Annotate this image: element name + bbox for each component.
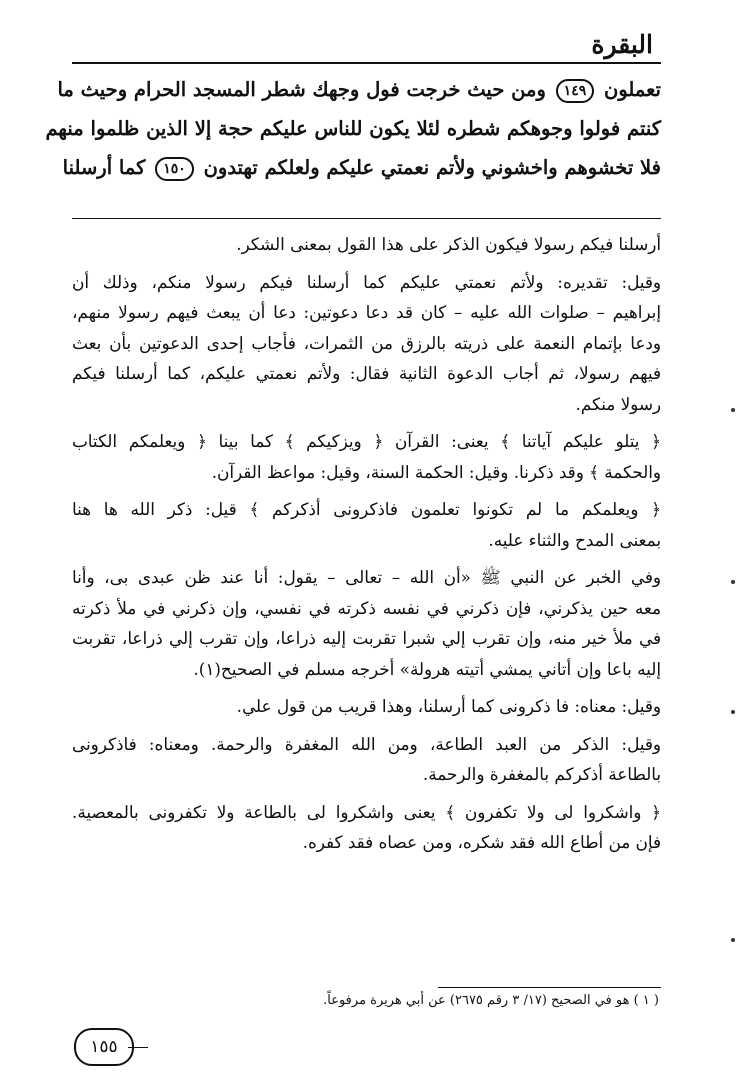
margin-dot	[731, 938, 735, 942]
margin-dot	[731, 580, 735, 584]
text-line: والحكمة ﴾ وقد ذكرنا. وقيل: الحكمة السنة، وقيل: مواعظ القرآن.	[211, 461, 661, 482]
quran-verses	[45, 70, 661, 187]
paragraph-7	[72, 729, 661, 790]
text-line: رسولا منكم.	[575, 393, 661, 414]
text-line: بالطاعة أذكركم بالمغفرة والرحمة.	[422, 764, 661, 784]
text-line: معه حين يذكرني، فإن ذكرني في نفسه ذكرته في نفسي، وإن ذكرني في ملأ ذكرته	[72, 597, 661, 618]
quran-text: تعملون	[604, 78, 661, 101]
text-line: فإن من أطاع الله فقد شكره، ومن عصاه فقد كفره.	[302, 832, 661, 852]
surah-title: البقرة	[591, 30, 653, 59]
paragraph-6	[72, 691, 661, 722]
text-line: ﴿ يتلو عليكم آياتنا ﴾ يعنى: القرآن ﴿ ويزكيكم ﴾ كما بينا ﴿ ويعلمكم الكتاب	[72, 431, 661, 451]
commentary-text	[72, 229, 661, 865]
paragraph-8	[72, 797, 661, 858]
quran-text: فلا تخشوهم واخشوني ولأتم نعمتي عليكم ولعلكم تهتدون	[203, 156, 661, 179]
text-line: أرسلنا فيكم رسولا فيكون الذكر على هذا القول بمعنى الشكر.	[236, 234, 661, 254]
margin-dot	[731, 408, 735, 412]
text-line: في ملأ خير منه، وإن تقرب إلي شبرا تقربت إليه ذراعا، وإن تقرب إلي ذراعا، تقربت	[72, 628, 661, 648]
quran-divider	[72, 218, 661, 219]
quran-text: كما أرسلنا	[62, 156, 146, 179]
quran-text: ومن حيث خرجت فول وجهك شطر المسجد الحرام وحيث ما	[57, 78, 546, 101]
text-line: وقيل: تقديره: ولأتم نعمتي عليكم كما أرسلنا فيكم رسولا منكم، وذلك أن	[72, 271, 661, 292]
text-line: إليه باعا وإن أتاني يمشي أتيته هرولة» أخرجه مسلم في الصحيح(١).	[193, 658, 661, 679]
text-line: وقيل: معناه: فا ذكرونى كما أرسلنا، وهذا قريب من قول علي.	[236, 696, 661, 716]
margin-dot	[731, 710, 735, 714]
text-line: ﴿ ويعلمكم ما لم تكونوا تعلمون فاذكرونى أذكركم ﴾ قيل: ذكر الله ها هنا	[72, 499, 661, 519]
text-line: ودعا بإتمام النعمة على ذريته بالرزق من الثمرات، فأجاب إحدى الدعوتين بأن بعث	[72, 332, 661, 353]
footnote-divider	[438, 987, 661, 988]
paragraph-3	[72, 426, 661, 487]
header-divider	[72, 62, 661, 64]
paragraph-2	[72, 267, 661, 420]
text-line: فيهم رسولا، ثم أجاب الدعوة الثانية فقال: ولأتم نعمتي عليكم، كما أرسلنا فيكم	[72, 363, 661, 383]
text-line: بمعنى المدح والثناء عليه.	[488, 529, 661, 550]
text-line: وفي الخبر عن النبي ﷺ «أن الله – تعالى – يقول: أنا عند ظن عبدى بى، وأنا	[72, 567, 661, 587]
ayah-number-149: ١٤٩	[556, 79, 595, 103]
quran-line-3	[62, 148, 661, 187]
text-line: ﴿ واشكروا لى ولا تكفرون ﴾ يعنى واشكروا لى بالطاعة ولا تكفرونى بالمعصية.	[72, 801, 661, 822]
page-number: ١٥٥	[74, 1028, 134, 1066]
quran-line-2: كنتم فولوا وجوهكم شطره لئلا يكون للناس عليكم حجة إلا الذين ظلموا منهم	[45, 117, 661, 140]
ayah-number-150: ١٥٠	[155, 157, 194, 181]
paragraph-5	[72, 562, 661, 684]
paragraph-4	[72, 494, 661, 555]
text-line: وقيل: الذكر من العبد الطاعة، ومن الله المغفرة والرحمة. ومعناه: فاذكرونى	[72, 733, 661, 754]
paragraph-1	[72, 229, 661, 260]
footnote: ( ١ ) هو في الصحيح (١٧/ ٣ رقم ٢٦٧٥) عن أبي هريرة مرفوعاً.	[323, 993, 659, 1008]
text-line: إبراهيم – صلوات الله عليه – كان قد دعا دعوتين: دعا أن يبعث فيهم رسولا منهم،	[72, 302, 661, 322]
quran-line-1	[57, 70, 661, 109]
